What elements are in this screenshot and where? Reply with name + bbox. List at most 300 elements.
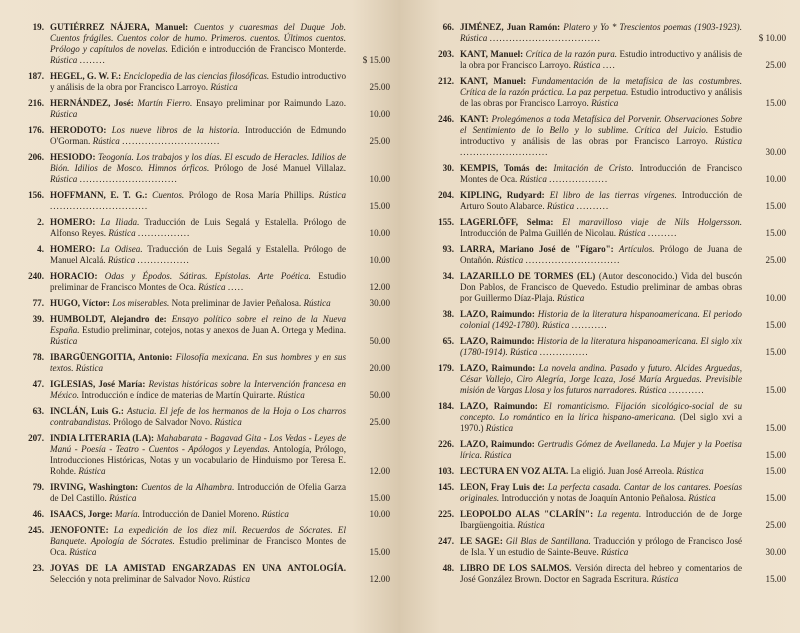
entry-author: HEGEL, G. W. F.: [50, 71, 122, 81]
entry-number: 247. [438, 536, 454, 546]
entry-body [460, 309, 786, 331]
entry-body [460, 49, 786, 71]
entry-title: Cuentos. [152, 190, 185, 200]
entry-title: Imitación de Cristo. [553, 163, 634, 173]
entry-title: Los miserables. [112, 298, 170, 308]
entry-text [50, 217, 346, 239]
entry-text [460, 244, 742, 266]
entry-title: Artículos. [618, 244, 655, 254]
entry-description: Antología, Prólogo, Introducciones Históricas, Notas y un vocabulario de Hinduismo por Teresa E. Rohde. [50, 444, 346, 476]
entry-text [50, 563, 346, 585]
entry-author: HOFFMANN, E. T. G.: [50, 190, 148, 200]
entry-number: 39. [32, 314, 44, 324]
entry-body [50, 525, 390, 558]
catalog-entry [16, 298, 390, 309]
entry-number: 246. [438, 114, 454, 124]
entry-number: 145. [438, 482, 454, 492]
entry-text [460, 482, 742, 504]
entry-author: KANT, Manuel: [460, 76, 527, 86]
entry-body [50, 482, 390, 504]
entry-binding: Rústica [50, 174, 78, 184]
entry-text [460, 439, 742, 461]
entry-leader-dots: .................. [549, 174, 609, 184]
catalog-entry [426, 76, 786, 109]
entry-price: 10.00 [765, 293, 786, 303]
entry-number: 179. [438, 363, 454, 373]
entry-title: María. [114, 509, 140, 519]
catalog-entry [16, 525, 390, 558]
entry-author: LEON, Fray Luis de: [460, 482, 545, 492]
entry-number: 206. [28, 152, 44, 162]
entry-text [460, 76, 742, 109]
entry-price: 25.00 [369, 136, 390, 146]
entry-body [50, 244, 390, 266]
entry-description: Nota preliminar de Javier Peñalosa. [171, 298, 302, 308]
entry-binding: Rústica [510, 347, 538, 357]
entry-title: La perfecta casada. Cantar de los cantares. Poesías originales. [460, 482, 742, 503]
entry-leader-dots: ............................. [525, 255, 621, 265]
entry-title: Gertrudis Gómez de Avellaneda. La Mujer y la Poetisa lírica. [460, 439, 742, 460]
entry-author: LAGERLÖFF, Selma: [460, 217, 554, 227]
entry-price: 10.00 [369, 255, 390, 265]
entry-author: LAZO, Raimundo: [460, 336, 535, 346]
entry-number: 207. [28, 433, 44, 443]
entry-text [50, 379, 346, 401]
entry-body [460, 509, 786, 531]
entry-price: 25.00 [765, 255, 786, 265]
entry-number: 48. [442, 563, 454, 573]
entry-number: 176. [28, 125, 44, 135]
entry-price: 15.00 [765, 493, 786, 503]
catalog-entry [426, 336, 786, 358]
entry-price: 10.00 [369, 174, 390, 184]
entry-number: 77. [32, 298, 44, 308]
entry-title: Enciclopedia de las ciencias filosóficas. [123, 71, 270, 81]
entry-author: LAZARILLO DE TORMES (EL) [460, 271, 596, 281]
entry-body [50, 509, 390, 520]
entry-binding: Rústica [651, 574, 679, 584]
entry-title: El romanticismo. Fijación sicológico-social de su concepto. Lo romántico en la lírica hispano-americana. [460, 401, 742, 422]
entry-body [50, 152, 390, 185]
entry-text [460, 217, 742, 239]
entry-binding: Rústica [688, 493, 716, 503]
entry-title: Odas y Épodos. Sátiras. Epístolas. Arte Poética. [104, 271, 311, 281]
entry-author: LARRA, Mariano José de "Fígaro": [460, 244, 614, 254]
entry-author: LAZO, Raimundo: [460, 309, 535, 319]
entry-binding: Rústica [495, 255, 524, 265]
entry-author: INDIA LITERARIA (LA): [50, 433, 155, 443]
entry-text [50, 314, 346, 347]
entry-text [460, 271, 742, 304]
entry-body [460, 163, 786, 185]
catalog-entry [16, 406, 390, 428]
entry-price: 30.00 [765, 147, 786, 157]
entry-description: Ensayo preliminar por Raimundo Lazo. [195, 98, 346, 108]
entry-number: 212. [438, 76, 454, 86]
entry-description: Traducción de Luis Segalá y Estalella. Prólogo de Alfonso Reyes. [50, 217, 346, 238]
entry-title: Teogonía. Los trabajos y los días. El escudo de Heracles. Idilios de Bión. Idilios de Mosco. Himnos órficos. [50, 152, 346, 173]
entry-price: 15.00 [369, 201, 390, 211]
entry-binding: Rústica [222, 574, 251, 584]
entry-text [460, 49, 742, 71]
entry-author: LAZO, Raimundo: [460, 363, 536, 373]
entry-binding: Rústica [618, 228, 646, 238]
entry-price: 15.00 [765, 201, 786, 211]
catalog-entry [426, 163, 786, 185]
entry-body [460, 536, 786, 558]
entry-leader-dots: ............... [539, 347, 589, 357]
entry-binding: Rústica [69, 547, 97, 557]
entry-author: ISAACS, Jorge: [50, 509, 113, 519]
entry-binding: Rústica [485, 423, 514, 433]
catalog-entry [16, 22, 390, 66]
entry-leader-dots: ................ [137, 228, 191, 238]
catalog-entry [16, 152, 390, 185]
entry-title: El libro de las tierras vírgenes. [549, 190, 677, 200]
catalog-entry [426, 271, 786, 304]
entry-number: 240. [28, 271, 44, 281]
catalog-entry [16, 125, 390, 147]
entry-title: Prolegómenos a toda Metafísica del Porvenir. Observaciones Sobre el Sentimiento de lo Bello y lo sublime. Crítica del Juicio. [460, 114, 742, 135]
entry-binding: Rústica [573, 60, 601, 70]
entry-body [50, 71, 390, 93]
entry-title: Cuentos y cuaresmas del Duque Job. Cuentos frágiles. Cuentos color de humo. Primeros. cuentos. Últimos cuentos. Prólogo y capítulos de novelas. [50, 22, 346, 54]
entry-number: 34. [442, 271, 454, 281]
entry-price: $ 15.00 [362, 55, 390, 65]
entry-binding: Rústica [50, 55, 78, 65]
entry-price: 15.00 [765, 385, 786, 395]
entry-price: 12.00 [369, 282, 390, 292]
entry-author: KIPLING, Rudyard: [460, 190, 545, 200]
catalog-entry [426, 190, 786, 212]
entry-binding: Rústica [542, 320, 570, 330]
entry-price: 25.00 [369, 82, 390, 92]
entry-binding: Rústica [50, 109, 78, 119]
entry-leader-dots: ................ [137, 255, 190, 265]
entry-author: HORACIO: [50, 271, 98, 281]
entry-price: 15.00 [765, 423, 786, 433]
entry-text [460, 509, 742, 531]
catalog-entry [426, 466, 786, 477]
entry-body [460, 482, 786, 504]
entry-binding: Rústica [519, 174, 547, 184]
entry-leader-dots: ........ [79, 55, 106, 65]
entry-number: 19. [32, 22, 44, 32]
entry-text [50, 22, 346, 66]
entry-text [50, 509, 346, 520]
entry-binding: Rústica [277, 390, 305, 400]
entry-text [460, 190, 742, 212]
entry-price: 10.00 [369, 228, 390, 238]
entry-number: 79. [32, 482, 44, 492]
catalog-entry [426, 114, 786, 158]
entry-author: LECTURA EN VOZ ALTA. [460, 466, 569, 476]
catalog-entry [16, 563, 390, 585]
entry-text [460, 163, 742, 185]
entry-description: La eligió. Juan José Arreola. [570, 466, 675, 476]
entry-number: 63. [32, 406, 44, 416]
entry-leader-dots: ..... [227, 282, 245, 292]
catalog-entry [426, 244, 786, 266]
entry-title: Gil Blas de Santillana. [505, 536, 591, 546]
entry-body [460, 190, 786, 212]
entry-title: La regenta. [597, 509, 642, 519]
entry-binding: Rústica [261, 509, 289, 519]
entry-text [50, 433, 346, 477]
entry-author: LIBRO DE LOS SALMOS. [460, 563, 572, 573]
entry-binding: Rústica [107, 255, 136, 265]
entry-body [50, 22, 390, 66]
entry-description: (Del siglo xvi a 1970.) [460, 412, 742, 433]
entry-author: KANT: [460, 114, 489, 124]
catalog-entry [426, 22, 786, 44]
entry-text [460, 309, 742, 331]
entry-title: Filosofía mexicana. En sus hombres y en sus textos. [50, 352, 346, 373]
entry-description: Edición e introducción de Francisco Monterde. [170, 44, 346, 54]
entry-author: IGLESIAS, José María: [50, 379, 146, 389]
entry-binding: Rústica [318, 190, 346, 200]
entry-price: 15.00 [765, 98, 786, 108]
catalog-entry [426, 363, 786, 396]
right-page [400, 0, 800, 633]
entry-text [460, 336, 742, 358]
entry-price: 15.00 [765, 320, 786, 330]
entry-text [50, 406, 346, 428]
entry-leader-dots: .............................. [122, 136, 221, 146]
catalog-entry [426, 563, 786, 585]
entry-body [50, 298, 390, 309]
entry-text [50, 352, 346, 374]
entry-body [50, 98, 390, 120]
entry-price: 50.00 [369, 390, 390, 400]
entry-description: Introducción de de Jorge Ibargüengoitia. [460, 509, 743, 530]
entry-body [460, 336, 786, 358]
entry-author: LEOPOLDO ALAS "CLARÍN": [460, 509, 594, 519]
entry-number: 204. [438, 190, 454, 200]
entry-body [460, 22, 786, 44]
entry-title: La Odisea. [100, 244, 143, 254]
catalog-entry [16, 352, 390, 374]
entry-description: Traducción de Luis Segalá y Estalella. Prólogo de Manuel Alcalá. [50, 244, 346, 265]
entry-binding: Rústica [484, 450, 512, 460]
entry-text [460, 466, 742, 477]
entry-author: JOYAS DE LA AMISTAD ENGARZADAS EN UNA ANTOLOGÍA. [50, 563, 346, 573]
entry-number: 184. [438, 401, 454, 411]
entry-description: Prólogo de José Manuel Villalaz. [214, 163, 346, 173]
entry-description: Prólogo de Rosa María Phillips. [188, 190, 315, 200]
entry-binding: Rústica [78, 466, 106, 476]
catalog-entry [16, 271, 390, 293]
entry-number: 103. [438, 466, 454, 476]
entry-description: Estudio preliminar de Francisco Montes de Oca. [50, 536, 347, 557]
entry-body [460, 114, 786, 158]
entry-body [50, 190, 390, 212]
entry-binding: Rústica [50, 336, 78, 346]
entry-text [460, 401, 742, 434]
entry-price: 15.00 [765, 450, 786, 460]
entry-binding: Rústica [591, 98, 619, 108]
entry-text [50, 152, 346, 185]
entry-binding: Rústica [92, 136, 120, 146]
entry-text [50, 71, 346, 93]
entry-number: 226. [438, 439, 454, 449]
entry-binding: Rústica [75, 363, 104, 373]
entry-text [50, 482, 346, 504]
entry-title: Astucia. El jefe de los hermanos de la Hoja o Los charros contrabandistas. [50, 406, 346, 427]
entry-number: 93. [442, 244, 454, 254]
entry-leader-dots: ........... [668, 385, 705, 395]
entry-price: 15.00 [765, 574, 786, 584]
catalog-entry [16, 190, 390, 212]
entry-body [50, 271, 390, 293]
entry-body [50, 217, 390, 239]
entry-title: Platero y Yo * Trescientos poemas (1903-1923). [563, 22, 742, 32]
entry-leader-dots: .......... [576, 201, 610, 211]
entry-leader-dots: ........... [571, 320, 608, 330]
entry-number: 23. [32, 563, 44, 573]
entry-description: Versión directa del hebreo y comentarios de José González Brown. Doctor en Sagrada Escritura. [460, 563, 742, 584]
entry-author: HERODOTO: [50, 125, 107, 135]
entry-description: Introducción de Francisco Montes de Oca. [460, 163, 742, 184]
catalog-entry [16, 379, 390, 401]
catalog-entry [16, 314, 390, 347]
entry-author: LAZO, Raimundo: [460, 439, 535, 449]
entry-author: HERNÁNDEZ, José: [50, 98, 134, 108]
entry-description: Estudio preliminar de Francisco Montes de Oca. [50, 271, 346, 292]
entry-title: Crítica de la razón pura. [525, 49, 618, 59]
entry-body [50, 352, 390, 374]
entry-text [460, 536, 742, 558]
entry-body [50, 406, 390, 428]
catalog-entry [426, 509, 786, 531]
entry-price: 50.00 [369, 336, 390, 346]
entry-binding: Rústica [546, 201, 575, 211]
entry-number: 65. [442, 336, 454, 346]
entry-price: 15.00 [369, 547, 390, 557]
entry-description: Estudio introductivo y análisis de la obra por Francisco Larroyo. [460, 49, 742, 70]
catalog-entry [426, 439, 786, 461]
catalog-entry [16, 433, 390, 477]
entry-description: Introducción e índice de materias de Martín Quirarte. [81, 390, 276, 400]
entry-binding: Rústica [460, 33, 488, 43]
entry-author: INCLÁN, Luis G.: [50, 406, 124, 416]
entry-price: 12.00 [369, 466, 390, 476]
entry-text [50, 244, 346, 266]
entry-number: 78. [32, 352, 44, 362]
entry-description: Introducción de Daniel Moreno. [142, 509, 260, 519]
entry-price: 25.00 [765, 520, 786, 530]
entry-price: 10.00 [369, 509, 390, 519]
catalog-entry [16, 217, 390, 239]
entry-text [460, 114, 742, 158]
entry-author: HOMERO: [50, 217, 96, 227]
catalog-entry [426, 401, 786, 434]
entry-title: La expedición de los diez mil. Recuerdos de Sócrates. El Banquete. Apología de Sócrates. [50, 525, 346, 546]
entry-number: 187. [28, 71, 44, 81]
entry-price: 30.00 [369, 298, 390, 308]
entry-body [460, 244, 786, 266]
entry-price: 25.00 [369, 417, 390, 427]
entry-author: LAZO, Raimundo: [460, 401, 538, 411]
entry-description: Traducción y prólogo de Francisco José de Isla. Y un estudio de Sainte-Beuve. [460, 536, 743, 557]
entry-number: 30. [442, 163, 454, 173]
catalog-entry [16, 509, 390, 520]
entry-text [50, 271, 346, 293]
entry-body [50, 563, 390, 585]
entry-author: IRVING, Washington: [50, 482, 139, 492]
catalog-entry [16, 98, 390, 120]
entry-number: 46. [32, 509, 44, 519]
entry-author: GUTIÉRREZ NÁJERA, Manuel: [50, 22, 189, 32]
entry-author: JENOFONTE: [50, 525, 109, 535]
entry-author: HUGO, Víctor: [50, 298, 110, 308]
entry-binding: Rústica [639, 385, 667, 395]
entry-binding: Rústica [214, 417, 242, 427]
entry-author: JIMÉNEZ, Juan Ramón: [460, 22, 561, 32]
entry-body [460, 563, 786, 585]
entry-price: 15.00 [765, 228, 786, 238]
entry-body [460, 466, 786, 477]
entry-leader-dots: .................................. [489, 33, 601, 43]
entry-description: Estudio introductivo y análisis de las obras por Francisco Larroyo. [460, 87, 742, 108]
entry-author: IBARGÜENGOITIA, Antonio: [50, 352, 173, 362]
entry-text [50, 298, 346, 309]
entry-description: (Autor desconocido.) Vida del buscón Don Pablos, de Francisco de Quevedo. Estudio preliminar de ambas obras por Guillermo Díaz-Plaja. [460, 271, 742, 303]
entry-number: 156. [28, 190, 44, 200]
entry-title: Fundamentación de la metafísica de las costumbres. Crítica de la razón práctica. La paz perpetua. [460, 76, 742, 97]
entry-author: HUMBOLDT, Alejandro de: [50, 314, 167, 324]
entry-description: Introducción y notas de Joaquín Antonio Peñalosa. [501, 493, 687, 503]
entry-text [50, 190, 346, 212]
entry-title: La Iliada. [100, 217, 140, 227]
entry-number: 216. [28, 98, 44, 108]
entry-text [460, 563, 742, 585]
entry-price: 15.00 [369, 493, 390, 503]
entry-title: Los nueve libros de la historia. [111, 125, 240, 135]
entry-body [50, 433, 390, 477]
entry-author: KANT, Manuel: [460, 49, 524, 59]
entry-text [460, 22, 742, 44]
entry-description: Selección y nota preliminar de Salvador Novo. [50, 574, 221, 584]
entry-leader-dots: ........................... [460, 147, 549, 157]
entry-description: Introducción de Ofelia Garza de Del Castillo. [50, 482, 346, 503]
entry-binding: Rústica [517, 520, 545, 530]
entry-body [460, 271, 786, 304]
catalog-entry [16, 71, 390, 93]
entry-price: 10.00 [369, 109, 390, 119]
catalog-entry [426, 217, 786, 239]
entry-binding: Rústica [676, 466, 704, 476]
entry-author: LE SAGE: [460, 536, 503, 546]
entry-price: 25.00 [765, 60, 786, 70]
entry-number: 245. [28, 525, 44, 535]
entry-description: Prólogo de Salvador Novo. [113, 417, 213, 427]
entry-description: Prólogo de Juana de Ontañón. [460, 244, 743, 265]
entry-leader-dots: .... [602, 60, 616, 70]
entry-body [460, 401, 786, 434]
entry-price: 15.00 [765, 347, 786, 357]
entry-leader-dots: .............................. [50, 201, 149, 211]
entry-number: 2. [37, 217, 44, 227]
entry-number: 155. [438, 217, 454, 227]
entry-author: HOMERO: [50, 244, 96, 254]
entry-number: 38. [442, 309, 454, 319]
entry-binding: Rústica [601, 547, 629, 557]
entry-price: $ 10.00 [758, 33, 786, 43]
entry-number: 47. [32, 379, 44, 389]
entry-binding: Rústica [109, 493, 137, 503]
entry-number: 225. [438, 509, 454, 519]
